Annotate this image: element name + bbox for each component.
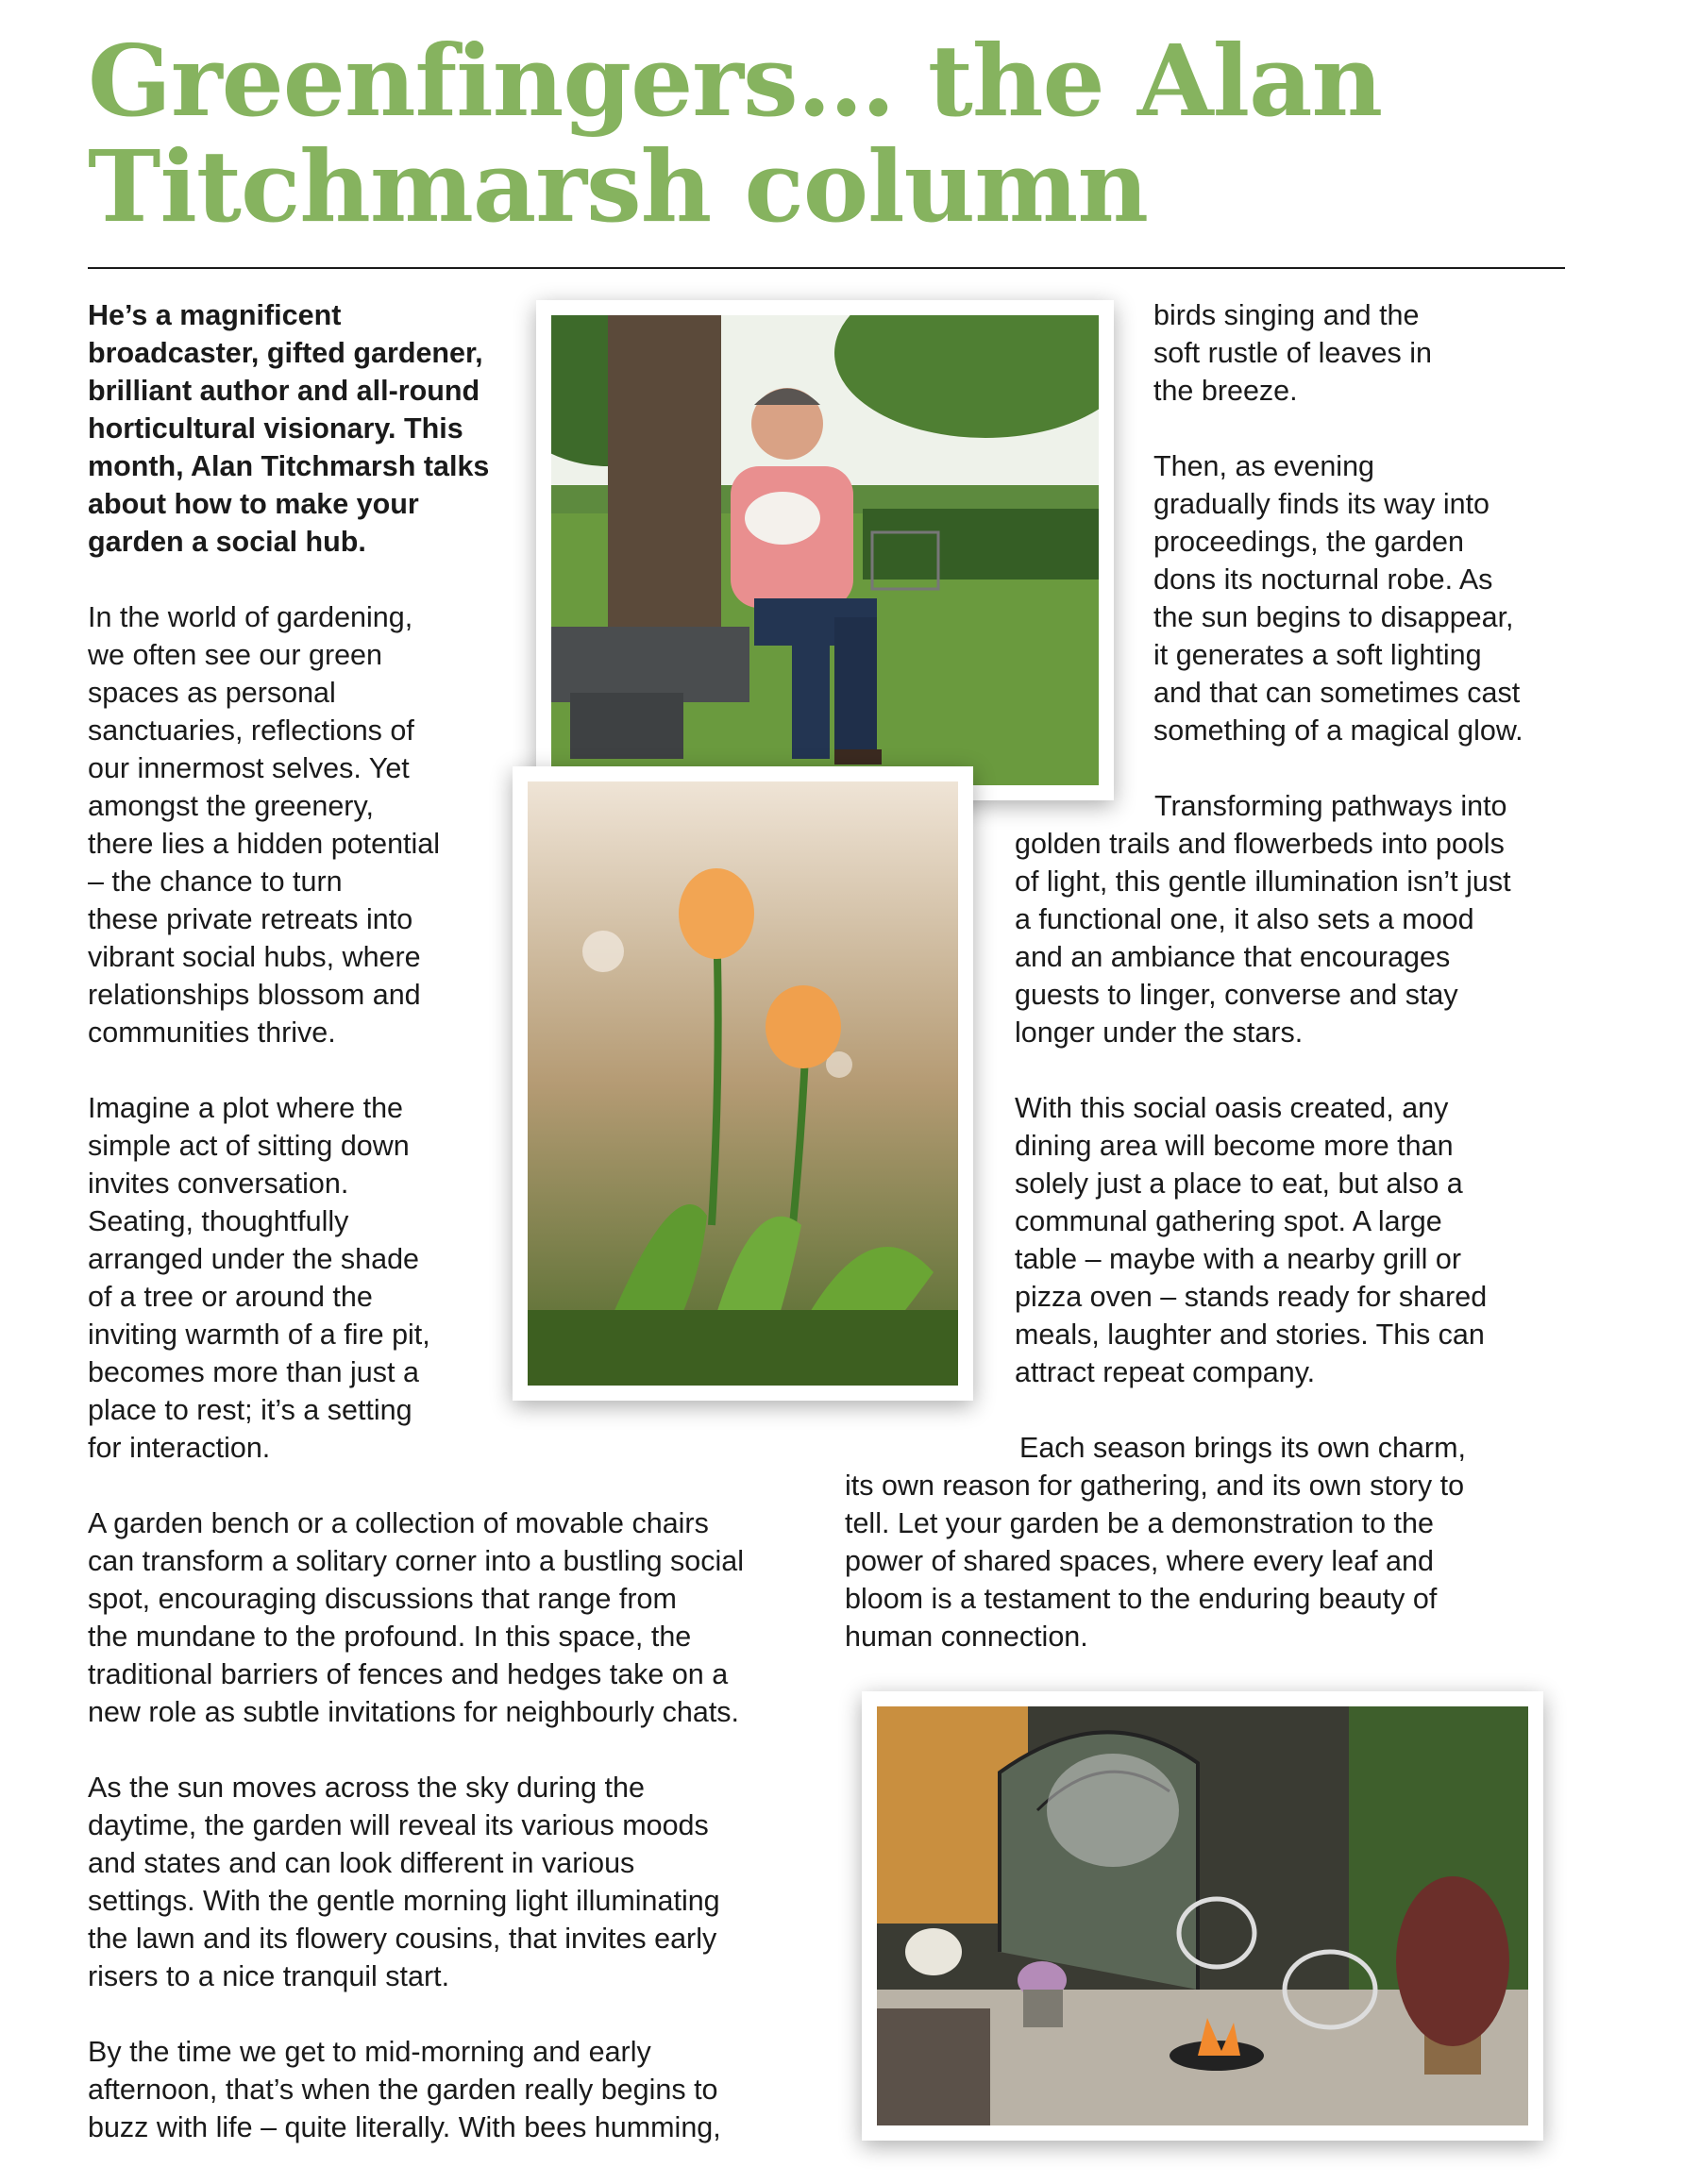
text-line: a functional one, it also sets a mood — [1015, 903, 1474, 935]
body-paragraph — [88, 598, 815, 1051]
body-paragraph — [88, 1089, 815, 1467]
body-paragraph — [88, 1504, 815, 1731]
text-line: meals, laughter and stories. This can — [1015, 1319, 1485, 1351]
text-line: spot, encouraging discussions that range from — [88, 1583, 677, 1615]
body-paragraph — [1015, 1089, 1581, 1391]
text-line: inviting warmth of a fire pit, — [88, 1319, 430, 1351]
text-line: risers to a nice tranquil start. — [88, 1960, 450, 1992]
text-line: something of a magical glow. — [1153, 714, 1523, 747]
greenhouse-illustration — [877, 1706, 1528, 2125]
text-line: soft rustle of leaves in — [1153, 337, 1432, 369]
text-line: proceedings, the garden — [1153, 526, 1464, 558]
text-line: guests to linger, converse and stay — [1015, 979, 1458, 1011]
right-column-bottom — [845, 1429, 1581, 1693]
left-column — [88, 296, 815, 2184]
text-line: Imagine a plot where the — [88, 1092, 404, 1124]
text-line: In the world of gardening, — [88, 601, 413, 633]
intro-line: month, Alan Titchmarsh talks — [88, 450, 490, 482]
text-line: we often see our green — [88, 639, 382, 671]
body-paragraph — [1153, 296, 1569, 410]
text-line: place to rest; it’s a setting — [88, 1394, 412, 1426]
text-line: A garden bench or a collection of movable chairs — [88, 1507, 709, 1539]
text-line: – the chance to turn — [88, 865, 343, 898]
text-line: longer under the stars. — [1015, 1016, 1304, 1049]
text-line: can transform a solitary corner into a bustling social — [88, 1545, 745, 1577]
text-line: Each season brings its own charm, — [1019, 1432, 1466, 1464]
text-line: the breeze. — [1153, 375, 1298, 407]
text-line: its own reason for gathering, and its own story to — [845, 1470, 1465, 1502]
text-line: for interaction. — [88, 1432, 271, 1464]
text-line: Transforming pathways into — [1154, 790, 1507, 822]
body-paragraph — [1015, 787, 1581, 1051]
text-line: sanctuaries, reflections of — [88, 714, 414, 747]
text-line: it generates a soft lighting — [1153, 639, 1482, 671]
text-line: our innermost selves. Yet — [88, 752, 410, 784]
intro-paragraph — [88, 296, 815, 561]
intro-line: brilliant author and all-round — [88, 375, 480, 407]
text-line: relationships blossom and — [88, 979, 421, 1011]
text-line: birds singing and the — [1153, 299, 1420, 331]
title-line-1: Greenfingers… the Alan — [88, 23, 1383, 139]
text-line: of a tree or around the — [88, 1281, 373, 1313]
right-column-top — [1153, 296, 1569, 787]
text-line: and that can sometimes cast — [1153, 677, 1521, 709]
text-line: vibrant social hubs, where — [88, 941, 421, 973]
body-paragraph — [845, 1429, 1581, 1655]
text-line: attract repeat company. — [1015, 1356, 1316, 1388]
text-line: new role as subtle invitations for neighbourly chats. — [88, 1696, 740, 1728]
body-paragraph — [1153, 447, 1569, 749]
text-line: amongst the greenery, — [88, 790, 374, 822]
text-line: power of shared spaces, where every leaf and — [845, 1545, 1434, 1577]
title-divider — [88, 267, 1565, 269]
intro-line: horticultural visionary. This — [88, 412, 463, 445]
body-paragraph — [88, 2033, 815, 2146]
text-line: arranged under the shade — [88, 1243, 420, 1275]
text-line: Then, as evening — [1153, 450, 1374, 482]
text-line: of light, this gentle illumination isn’t just — [1015, 865, 1511, 898]
text-line: spaces as personal — [88, 677, 336, 709]
text-line: becomes more than just a — [88, 1356, 419, 1388]
text-line: the lawn and its flowery cousins, that invites early — [88, 1923, 717, 1955]
photo-greenhouse-patio — [862, 1691, 1543, 2141]
intro-line: about how to make your — [88, 488, 419, 520]
text-line: buzz with life – quite literally. With bees humming, — [88, 2111, 721, 2143]
text-line: daytime, the garden will reveal its various moods — [88, 1809, 709, 1841]
intro-line: He’s a magnificent — [88, 299, 342, 331]
text-line: simple act of sitting down — [88, 1130, 410, 1162]
text-line: dining area will become more than — [1015, 1130, 1454, 1162]
text-line: these private retreats into — [88, 903, 413, 935]
text-line: solely just a place to eat, but also a — [1015, 1168, 1463, 1200]
intro-line: garden a social hub. — [88, 526, 366, 558]
text-line: golden trails and flowerbeds into pools — [1015, 828, 1505, 860]
text-line: By the time we get to mid-morning and early — [88, 2036, 651, 2068]
text-line: traditional barriers of fences and hedges take on a — [88, 1658, 729, 1690]
text-line: the sun begins to disappear, — [1153, 601, 1514, 633]
text-line: the mundane to the profound. In this space, the — [88, 1621, 692, 1653]
text-line: afternoon, that’s when the garden really begins to — [88, 2074, 718, 2106]
text-line: there lies a hidden potential — [88, 828, 441, 860]
text-line: communal gathering spot. A large — [1015, 1205, 1442, 1237]
text-line: dons its nocturnal robe. As — [1153, 563, 1493, 596]
text-line: bloom is a testament to the enduring beauty of — [845, 1583, 1438, 1615]
body-paragraph — [88, 1769, 815, 1995]
article-title — [88, 23, 1504, 244]
text-line: tell. Let your garden be a demonstration to the — [845, 1507, 1434, 1539]
text-line: settings. With the gentle morning light illuminating — [88, 1885, 720, 1917]
title-line-2: Titchmarsh column — [88, 128, 1148, 244]
text-line: table – maybe with a nearby grill or — [1015, 1243, 1461, 1275]
text-line: Seating, thoughtfully — [88, 1205, 349, 1237]
text-line: invites conversation. — [88, 1168, 349, 1200]
right-column-middle — [1015, 787, 1581, 1429]
text-line: gradually finds its way into — [1153, 488, 1490, 520]
text-line: pizza oven – stands ready for shared — [1015, 1281, 1488, 1313]
text-line: With this social oasis created, any — [1015, 1092, 1449, 1124]
text-line: and an ambiance that encourages — [1015, 941, 1451, 973]
text-line: and states and can look different in various — [88, 1847, 635, 1879]
intro-line: broadcaster, gifted gardener, — [88, 337, 483, 369]
text-line: As the sun moves across the sky during the — [88, 1772, 645, 1804]
text-line: communities thrive. — [88, 1016, 336, 1049]
text-line: human connection. — [845, 1621, 1088, 1653]
